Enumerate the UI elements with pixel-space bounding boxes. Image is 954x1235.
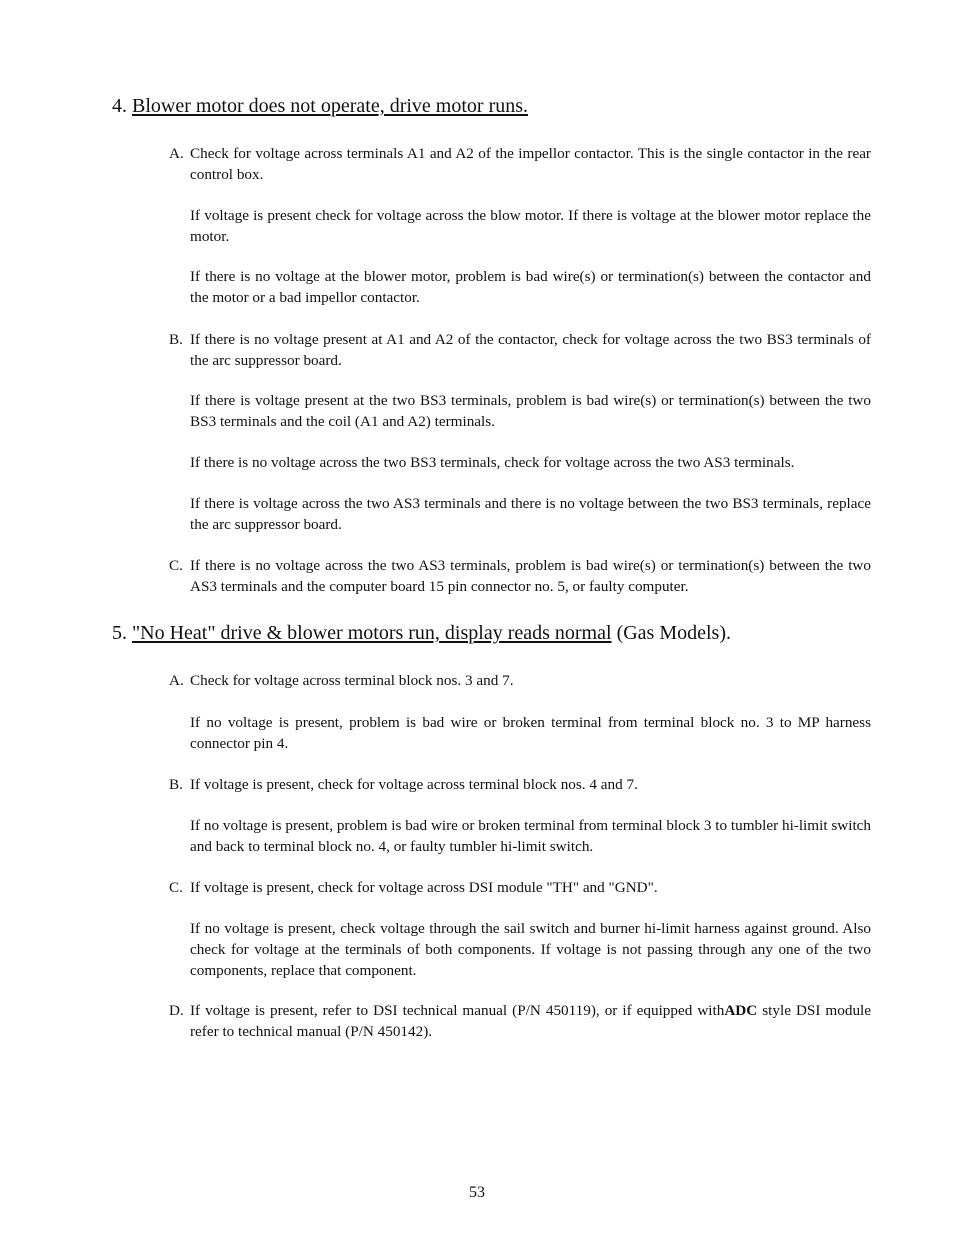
page-number: 53 [469, 1184, 485, 1201]
section-4-title: Blower motor does not operate, drive motor runs. [132, 95, 529, 117]
item-text: If voltage is present, check for voltage across terminal block nos. 4 and 7. [190, 776, 638, 793]
section-4-item-b [169, 329, 871, 371]
item-text: Check for voltage across terminals A1 and A2 of the impellor contactor. This is the single contactor in the rear control box. [190, 145, 871, 183]
item-letter: B. [169, 331, 183, 348]
item-letter: A. [169, 672, 184, 689]
section-5-item-d [169, 1000, 871, 1042]
section-5-heading [112, 621, 731, 645]
section-4-paragraph: If voltage is present check for voltage across the blow motor. If there is voltage at the blower motor replace the motor. [190, 207, 871, 245]
item-text-before: If voltage is present, refer to DSI technical manual (P/N 450119), or if equipped with [190, 1002, 725, 1019]
section-4-paragraph: If there is no voltage across the two BS3 terminals, check for voltage across the two AS3 terminals. [190, 454, 795, 471]
item-letter: C. [169, 879, 183, 896]
section-5-title: "No Heat" drive & blower motors run, display reads normal [132, 622, 612, 644]
section-5-item-c [169, 877, 871, 898]
item-text: If there is no voltage present at A1 and A2 of the contactor, check for voltage across the two BS3 terminals of the arc suppressor board. [190, 331, 871, 369]
section-5-item-a [169, 670, 871, 691]
section-5-item-b [169, 774, 871, 795]
item-text-after: style DSI module refer to technical manual (P/N 450142). [190, 1002, 871, 1040]
adc-bold: ADC [724, 1002, 758, 1019]
section-5-suffix: (Gas Models). [611, 622, 731, 644]
item-letter: B. [169, 776, 183, 793]
section-4-paragraph: If there is voltage present at the two BS3 terminals, problem is bad wire(s) or termination(s) between the two BS3 terminals and the coil (A1 and A2) terminals. [190, 392, 871, 430]
section-5-paragraph: If no voltage is present, problem is bad wire or broken terminal from terminal block no. 3 to MP harness connector pin 4. [190, 714, 871, 752]
section-4-heading [112, 94, 528, 118]
item-letter: A. [169, 145, 184, 162]
item-text: If there is no voltage across the two AS3 terminals, problem is bad wire(s) or termination(s) between the two AS3 terminals and the computer board 15 pin connector no. 5, or faulty computer. [190, 557, 871, 595]
item-text: Check for voltage across terminal block nos. 3 and 7. [190, 672, 514, 689]
section-4-number: 4. [112, 95, 132, 117]
section-5-number: 5. [112, 622, 132, 644]
item-letter: C. [169, 557, 183, 574]
section-4-item-c [169, 555, 871, 597]
section-5-paragraph: If no voltage is present, check voltage through the sail switch and burner hi-limit harness against ground. Also check for voltage at the terminals of both components. If voltage is not passing through any one of the two components, replace that component. [190, 920, 871, 979]
section-5-paragraph: If no voltage is present, problem is bad wire or broken terminal from terminal block 3 to tumbler hi-limit switch and back to terminal block no. 4, or faulty tumbler hi-limit switch. [190, 817, 871, 855]
item-letter: D. [169, 1002, 184, 1019]
section-4-paragraph: If there is voltage across the two AS3 terminals and there is no voltage between the two BS3 terminals, replace the arc suppressor board. [190, 495, 871, 533]
section-4-paragraph: If there is no voltage at the blower motor, problem is bad wire(s) or termination(s) between the contactor and the motor or a bad impellor contactor. [190, 268, 871, 306]
section-4-item-a [169, 143, 871, 185]
item-text: If voltage is present, check for voltage across DSI module "TH" and "GND". [190, 879, 658, 896]
item-text [190, 1000, 871, 1042]
